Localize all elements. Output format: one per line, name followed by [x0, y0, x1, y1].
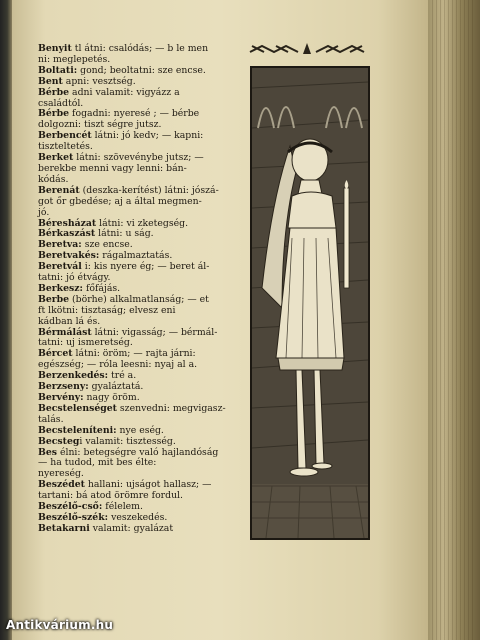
dictionary-entry	[38, 524, 250, 535]
entry-headword: Boltati:	[38, 64, 78, 76]
entry-definition: fogadni: nyeresé ; — bérbe	[69, 108, 200, 120]
entry-definition: látni: szövevénybe jutsz; —	[73, 152, 204, 164]
entry-continuation: jó.	[38, 206, 50, 218]
girl-with-candle-illustration	[250, 66, 370, 540]
entry-continuation: tiszteltetés.	[38, 141, 93, 153]
page-edge-lines	[432, 0, 476, 640]
entry-headword: Bérbe	[38, 86, 70, 98]
entry-continuation: tartani: bá atod örömre fordul.	[38, 490, 183, 502]
entry-definition: adni valamit: vigyázz a	[69, 86, 180, 98]
entry-headword: Becsteg	[38, 435, 80, 447]
entry-definition: i valamit: tisztesség.	[79, 435, 176, 447]
entry-definition: látni: vi zketegség.	[96, 217, 189, 229]
entry-definition: nagy öröm.	[83, 392, 140, 403]
entry-headword: Beszélő-cső:	[38, 501, 103, 513]
entry-headword: Beretvakés:	[38, 250, 100, 262]
entry-continuation: tatni: uj ismeretség.	[38, 337, 133, 349]
entry-continuation: ni: meglepetés.	[38, 53, 111, 65]
entry-definition: látni: jó kedv; — kapni:	[91, 130, 204, 142]
entry-headword: Berzenkedés:	[38, 370, 109, 382]
entry-headword: Berzseny:	[38, 381, 89, 393]
book-gutter-shadow	[0, 0, 12, 640]
entry-definition: gyaláztatá.	[88, 381, 144, 393]
entry-continuation: talás.	[38, 413, 64, 425]
entry-headword: Bérkaszást	[38, 228, 96, 240]
entry-definition: gond; beoltatni: sze encse.	[77, 64, 206, 76]
entry-headword: Bérmálást	[38, 326, 92, 338]
entry-continuation: kádban lá és.	[38, 315, 101, 327]
entry-headword: Beretva:	[38, 239, 82, 251]
dictionary-entry	[38, 88, 250, 99]
entry-definition: látni: u ság.	[95, 228, 154, 240]
entry-continuation: berekbe menni vagy lenni: bán-	[38, 162, 187, 174]
entry-definition: tl átni: csalódás; — b le men	[71, 43, 209, 54]
entry-headword: Berket	[38, 152, 74, 164]
entry-definition: főfájás.	[82, 282, 121, 294]
entry-definition: veszekedés.	[108, 511, 168, 523]
entry-definition: apni: vesztség.	[62, 75, 136, 87]
entry-headword: Berbencét	[38, 130, 92, 142]
entry-continuation: kódás.	[38, 173, 69, 185]
entry-definition: tré a.	[108, 370, 137, 382]
entry-continuation: dolgozni: tiszt ségre jutsz.	[38, 119, 162, 131]
entry-continuation: got őr gbedése; aj a által megmen-	[38, 195, 202, 207]
entry-continuation: tatni: jó étvágy.	[38, 272, 111, 284]
entry-headword: Beretvál	[38, 261, 82, 273]
entry-headword: Beszélő-szék:	[38, 511, 109, 523]
entry-headword: Becsteleníteni:	[38, 424, 117, 436]
entry-headword: Bérbe	[38, 108, 70, 120]
entry-definition: szenvedni: megvigasz-	[116, 402, 226, 414]
entry-definition: i: kis nyere ég; — beret ál-	[81, 261, 210, 273]
entry-headword: Berenát	[38, 184, 80, 196]
entry-definition: látni: vigasság; — bérmál-	[91, 326, 218, 338]
entry-definition: sze encse.	[81, 239, 133, 251]
entry-definition: nye eség.	[116, 424, 164, 436]
entry-headword: Bércet	[38, 348, 73, 360]
entry-continuation: nyereség.	[38, 468, 84, 480]
entry-continuation: ft lkötni: tisztaság; elvesz eni	[38, 304, 176, 316]
entry-headword: Bervény:	[38, 392, 84, 403]
entry-continuation: egészség; — róla leesni: nyaj al a.	[38, 359, 198, 371]
dictionary-column	[38, 44, 250, 535]
entry-headword: Bent	[38, 75, 63, 87]
entry-continuation: — ha tudod, mit bes élte:	[38, 457, 157, 469]
entry-continuation: családtól.	[38, 97, 84, 109]
entry-headword: Benyit	[38, 43, 72, 54]
entry-definition: (deszka-kerítést) látni: jószá-	[79, 184, 219, 196]
entry-headword: Bes	[38, 446, 58, 458]
entry-definition: félelem.	[102, 501, 143, 513]
entry-headword: Betakarni	[38, 522, 90, 534]
entry-definition: hallani: ujságot hallasz; —	[84, 479, 212, 491]
entry-definition: rágalmaztatás.	[99, 250, 173, 262]
watermark: Antikvárium.hu	[6, 618, 114, 632]
entry-headword: Berbe	[38, 293, 70, 305]
entry-definition: látni: öröm; — rajta járni:	[72, 348, 196, 360]
entry-headword: Beszédet	[38, 479, 85, 491]
entry-definition: élni: betegségre való hajlandóság	[57, 446, 219, 458]
entry-headword: Béresházat	[38, 217, 97, 229]
entry-definition: (börhe) alkalmatlanság; — et	[69, 293, 209, 305]
entry-headword: Becstelenséget	[38, 402, 117, 414]
dictionary-entry	[38, 404, 250, 415]
ornament-icon	[248, 40, 366, 58]
entry-definition: valamit: gyalázat	[89, 522, 174, 534]
entry-headword: Berkesz:	[38, 282, 83, 294]
